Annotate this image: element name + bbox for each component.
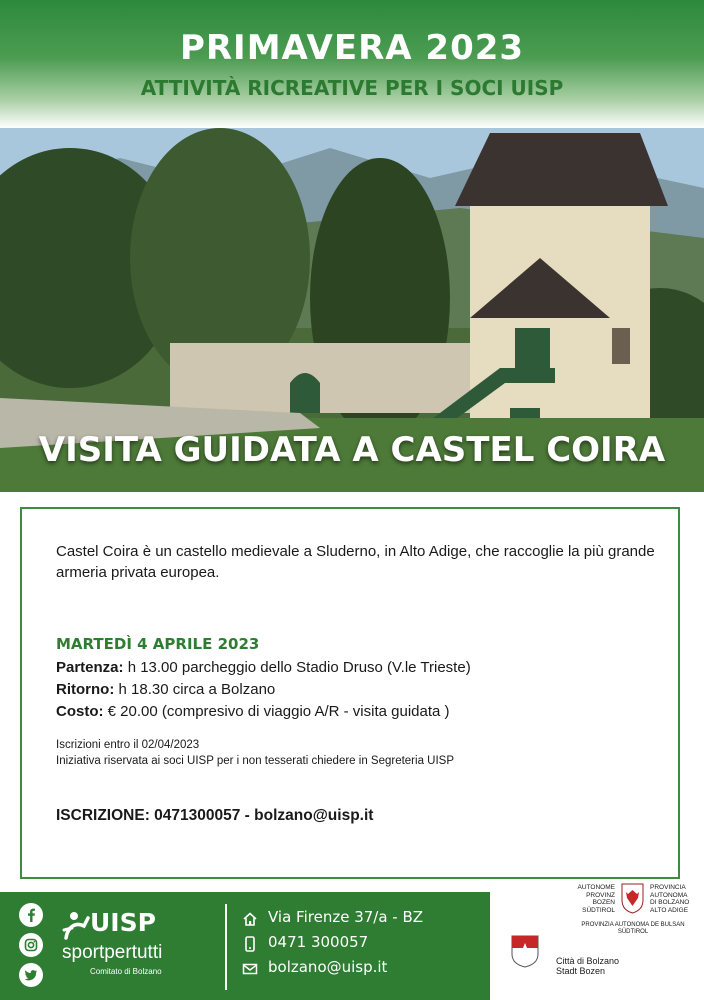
return-label: Ritorno: <box>56 681 115 698</box>
cost-value: € 20.00 (compresivo di viaggio A/R - visita guidata ) <box>103 703 450 720</box>
footer-divider <box>225 904 227 990</box>
return-value: h 18.30 circa a Bolzano <box>114 681 276 698</box>
deadline-note: Iscrizioni entro il 02/04/2023 <box>56 739 200 751</box>
header-banner <box>0 0 704 128</box>
event-description: Castel Coira è un castello medievale a Sluderno, in Alto Adige, che raccoglie la più grande armeria privata europea. <box>56 543 655 581</box>
province-crest-icon <box>620 882 645 914</box>
departure-line <box>56 659 666 676</box>
footer-bar <box>0 892 490 1000</box>
page-subtitle: ATTIVITÀ RICREATIVE PER I SOCI UISP <box>140 76 564 100</box>
event-info-box <box>20 507 680 879</box>
tagline: sportpertutti <box>62 942 163 963</box>
cost-label: Costo: <box>56 703 104 720</box>
instagram-icon[interactable] <box>18 932 44 958</box>
city-crest-icon <box>510 934 540 968</box>
phone-text[interactable]: 0471 300057 <box>268 933 369 951</box>
cost-line <box>56 703 666 720</box>
signup-contact[interactable]: ISCRIZIONE: 0471300057 - bolzano@uisp.it <box>56 807 374 824</box>
email-text[interactable]: bolzano@uisp.it <box>268 958 388 976</box>
address-text: Via Firenze 37/a - BZ <box>268 908 424 926</box>
members-note: Iniziativa riservata ai soci UISP per i non tesserati chiedere in Segreteria UISP <box>56 755 455 767</box>
phone-icon <box>242 936 258 952</box>
home-icon <box>242 911 258 927</box>
mail-icon <box>242 961 258 977</box>
facebook-icon[interactable] <box>18 902 44 928</box>
twitter-icon[interactable] <box>18 962 44 988</box>
city-name: Città di Bolzano Stadt Bozen <box>556 956 620 976</box>
event-title: VISITA GUIDATA A CASTEL COIRA <box>38 430 666 470</box>
page-title: PRIMAVERA 2023 <box>179 28 525 68</box>
departure-label: Partenza: <box>56 659 124 676</box>
departure-value: h 13.00 parcheggio dello Stadio Druso (V.le Trieste) <box>123 659 471 676</box>
event-date: MARTEDÌ 4 APRILE 2023 <box>56 635 260 653</box>
province-name-german: AUTONOME PROVINZ BOZEN SÜDTIROL <box>577 884 615 914</box>
committee-name: Comitato di Bolzano <box>90 967 162 976</box>
castle-photo <box>0 128 704 492</box>
return-line <box>56 681 666 698</box>
province-name-italian: PROVINCIA AUTONOMA DI BOLZANO ALTO ADIGE <box>650 884 690 914</box>
uisp-logo-text: UISP <box>90 908 156 937</box>
province-name-ladin: PROVINZIA AUTONOMA DE BULSAN SÜDTIROL <box>581 922 685 935</box>
